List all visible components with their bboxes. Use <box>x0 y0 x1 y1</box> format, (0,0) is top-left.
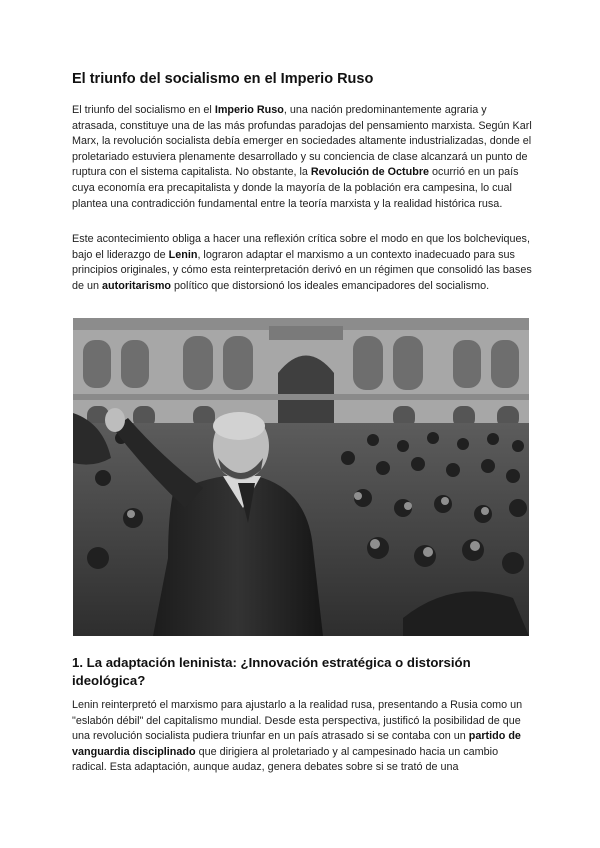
text-run: que dirigiera al proletariado y al campesinado hacia un cambio radical. Esta adaptación, aunque audaz, genera debates sobre si se trató de una <box>72 745 499 774</box>
text-run: , una nación predominantemente agraria y atrasada, constituye una de las más profundas paradojas del pensamiento marxista. Según Karl Marx, la revolución socialista debía emerger en sociedades altamente industrializadas, donde el proletariado estuviera plenamente desarrollado y su conciencia de clase alcanzará un punto de ruptura con el sistema capitalista. No obstante, la <box>72 104 532 179</box>
reflection-paragraph <box>72 232 534 294</box>
lenin-speech-photo <box>73 318 529 636</box>
section-heading: 1. La adaptación leninista: ¿Innovación estratégica o distorsión ideológica? <box>72 655 471 688</box>
bold-term: Imperio Ruso <box>214 104 284 116</box>
text-run: El triunfo del socialismo en el <box>72 104 215 116</box>
page-title: El triunfo del socialismo en el Imperio Ruso <box>72 71 374 87</box>
bold-term: Revolución de Octubre <box>310 166 430 179</box>
text-run: Este acontecimiento obliga a hacer una reflexión crítica sobre el modo en que los bolcheviques, bajo el liderazgo de <box>72 233 530 261</box>
bold-term: partido de vanguardia disciplinado <box>72 730 521 758</box>
text-run: político que distorsionó los ideales emancipadores del socialismo. <box>171 279 490 292</box>
bold-term: autoritarismo <box>102 279 172 292</box>
adaptation-paragraph <box>72 698 534 776</box>
text-run: ocurrió en un país cuya economía era precapitalista y donde la mayoría de la población era campesina, lo cual plantea una contradicción fundamental entre la teoría marxista y la realidad histórica rusa. <box>72 166 519 210</box>
bold-term: Lenin <box>168 248 198 261</box>
text-run: Lenin reinterpretó el marxismo para ajustarlo a la realidad rusa, presentando a Rusia como un "eslabón débil" del capitalismo mundial. Desde esta perspectiva, justificó la posibilidad de que una revolución socialista pudiera triunfar en un país atrasado si se contaba con un <box>72 699 523 743</box>
text-run: , lograron adaptar el marxismo a un contexto inadecuado para sus principios originales, y cómo esta reinterpretación derivó en un régimen que consolidó las bases de un <box>72 248 532 292</box>
intro-paragraph <box>72 103 534 212</box>
